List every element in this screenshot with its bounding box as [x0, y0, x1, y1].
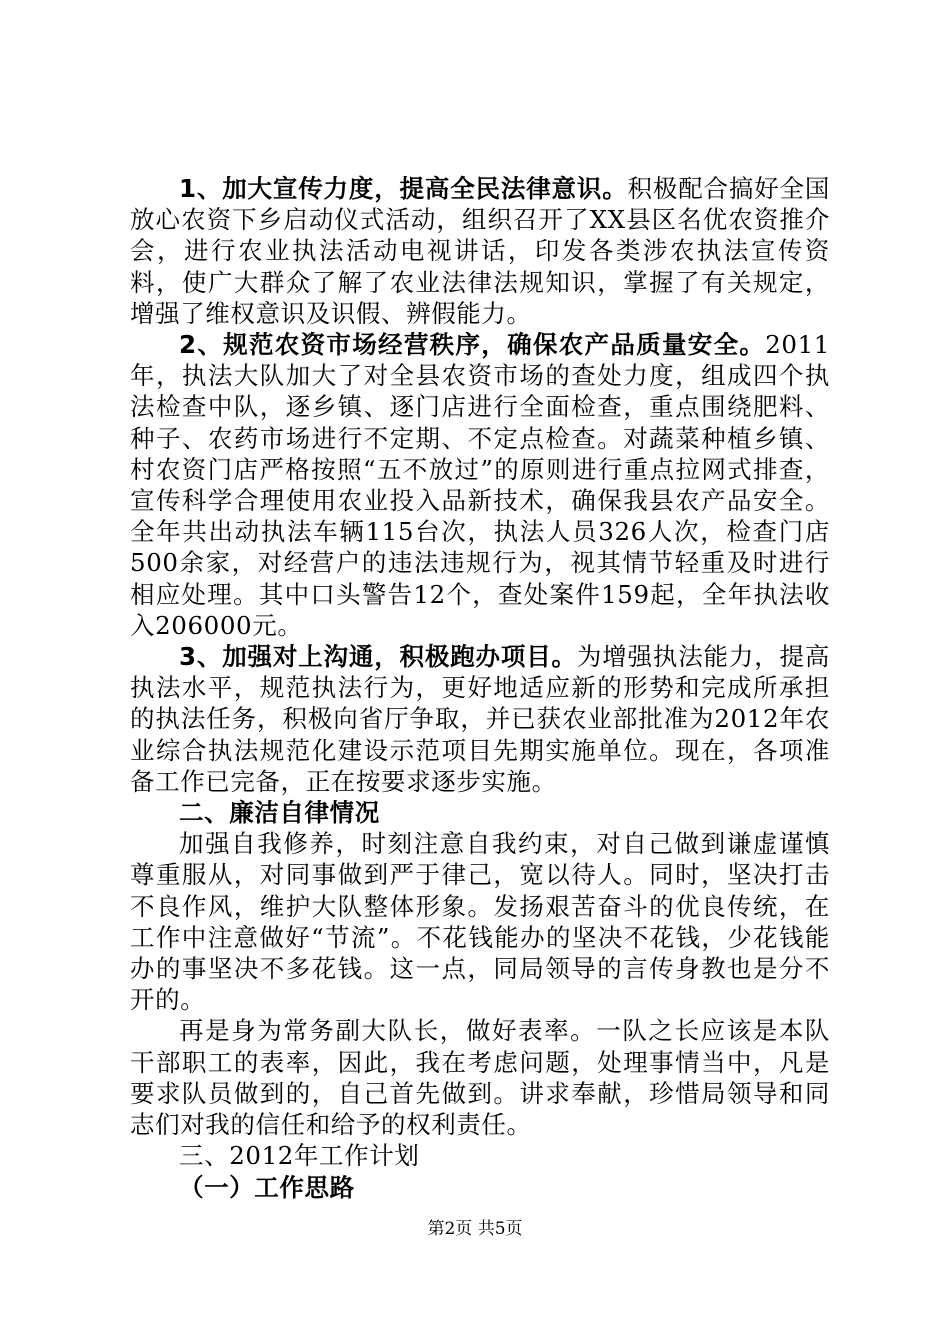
- paragraph-3-lead: 3、加强对上沟通，积极跑办项目。: [179, 642, 577, 672]
- page-number-footer: 第2页 共5页: [427, 1219, 523, 1239]
- section-2-heading: 二、廉洁自律情况: [179, 798, 380, 828]
- document-body: [130, 173, 830, 1203]
- paragraph-1-body: 积极配合搞好全国放心农资下乡启动仪式活动，组织召开了XX县区名优农资推介会，进行农业执法活动电视讲话，印发各类涉农执法宣传资料，使广大群众了解了农业法律法规知识，掌握了有关规定，增强了维权意识及识假、辨假能力。: [130, 174, 830, 328]
- paragraph-3-body: 为增强执法能力，提高执法水平，规范执法行为，更好地适应新的形势和完成所承担的执法任务，积极向省厅争取，并已获农业部批准为2012年农业综合执法规范化建设示范项目先期实施单位。现在，各项准备工作已完备，正在按要求逐步实施。: [130, 642, 830, 796]
- paragraph-1: [130, 173, 830, 329]
- section-3-heading: 三、2012年工作计划: [179, 1141, 420, 1171]
- section-3-subheading-1: （一）工作思路: [179, 1172, 355, 1202]
- paragraph-2-body: 2011年，执法大队加大了对全县农资市场的查处力度，组成四个执法检查中队，逐乡镇、逐门店进行全面检查，重点围绕肥料、种子、农药市场进行不定期、不定点检查。对蔬菜种植乡镇、村农资门店严格按照“五不放过”的原则进行重点拉网式排查，宣传科学合理使用农业投入品新技术，确保我县农产品安全。全年共出动执法车辆115台次，执法人员326人次，检查门店500余家，对经营户的违法违规行为，视其情节轻重及时进行相应处理。其中口头警告12个，查处案件159起，全年执法收入206000元。: [130, 330, 830, 640]
- section-2-paragraph-1: 加强自我修养，时刻注意自我约束，对自己做到谦虚谨慎尊重服从，对同事做到严于律己，宽以待人。同时，坚决打击不良作风，维护大队整体形象。发扬艰苦奋斗的优良传统，在工作中注意做好“节流”。不花钱能办的坚决不花钱，少花钱能办的事坚决不多花钱。这一点，同局领导的言传身教也是分不开的。: [130, 829, 830, 1015]
- section-2-paragraph-2: 再是身为常务副大队长，做好表率。一队之长应该是本队干部职工的表率，因此，我在考虑问题，处理事情当中，凡是要求队员做到的，自己首先做到。讲求奉献，珍惜局领导和同志们对我的信任和给予的权利责任。: [130, 1016, 830, 1140]
- paragraph-2-lead: 2、规范农资市场经营秩序，确保农产品质量安全。: [179, 330, 766, 360]
- paragraph-3: [130, 641, 830, 797]
- paragraph-2: [130, 329, 830, 641]
- paragraph-1-lead: 1、加大宣传力度，提高全民法律意识。: [179, 174, 628, 203]
